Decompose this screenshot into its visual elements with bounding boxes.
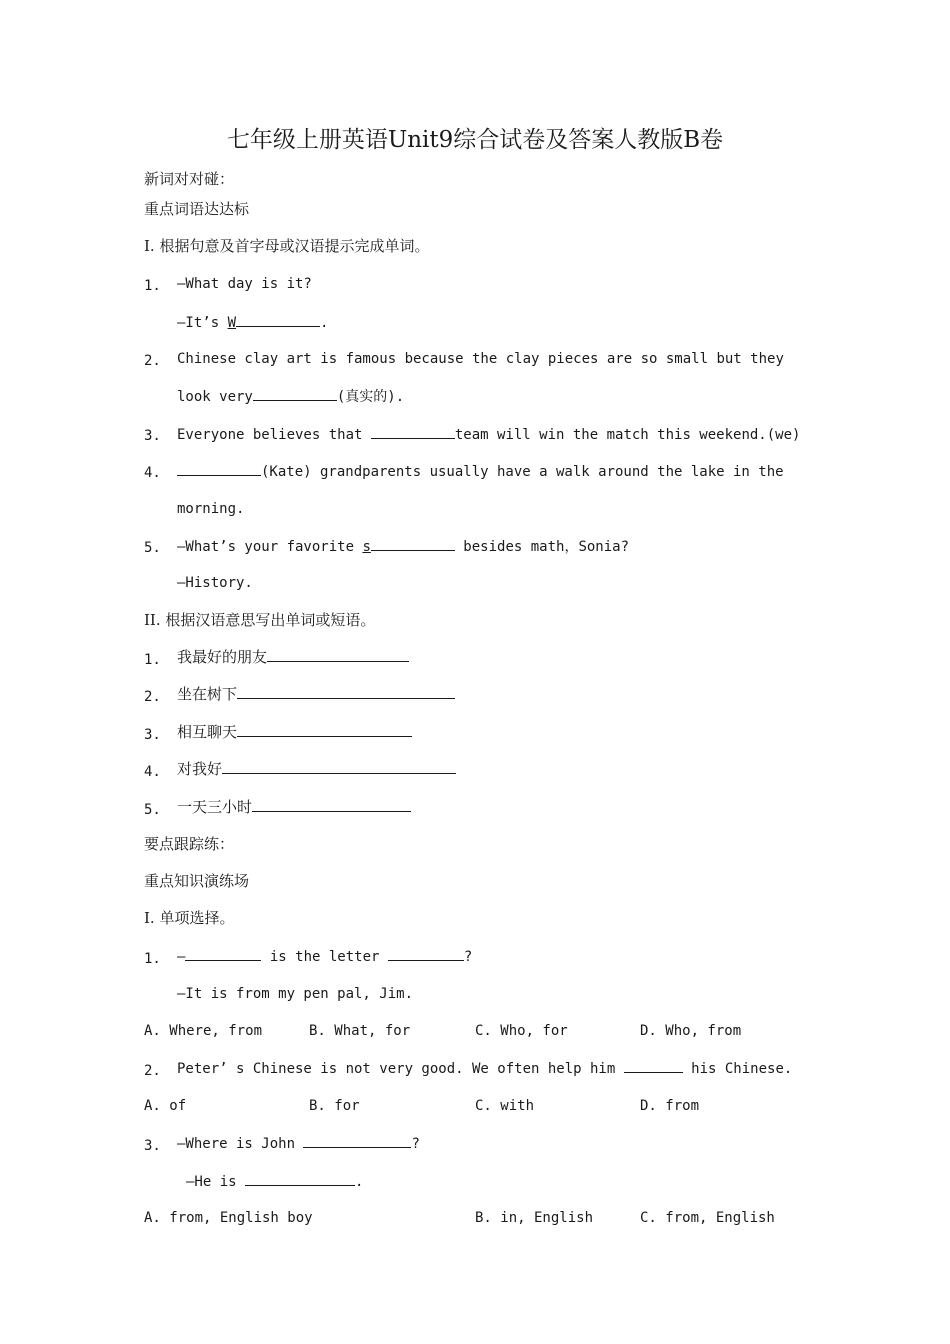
question-text-cont: [177, 386, 404, 407]
option-c[interactable]: C. Who, for: [475, 1023, 568, 1039]
hint-letter: s: [362, 539, 371, 555]
translation-item: [177, 797, 411, 817]
answer-blank[interactable]: [236, 312, 320, 327]
option-c[interactable]: C. with: [475, 1098, 535, 1114]
item-number: 5.: [144, 802, 161, 818]
text: Peter’ s Chinese is not very good. We often help him: [177, 1061, 624, 1077]
translation-item: [177, 722, 412, 742]
answer-blank[interactable]: [252, 797, 411, 812]
text: ?: [411, 1136, 420, 1152]
option-b[interactable]: B. What, for: [309, 1023, 411, 1039]
text: .: [320, 315, 329, 331]
item-number: 4.: [144, 764, 161, 780]
question-text: [177, 946, 472, 967]
option-d[interactable]: D. from: [640, 1098, 700, 1114]
answer-blank[interactable]: [624, 1058, 683, 1073]
text: 一天三小时: [177, 798, 253, 816]
text: 相互聊天: [177, 723, 238, 741]
item-number: 1.: [144, 652, 161, 668]
option-a[interactable]: A. Where, from: [144, 1023, 263, 1039]
question-number: 3.: [144, 428, 161, 444]
section-follow: 要点跟踪练：: [144, 835, 235, 853]
answer-blank[interactable]: [303, 1133, 411, 1148]
text: 对我好: [177, 760, 223, 778]
question-number: 2.: [144, 1063, 161, 1079]
text: —Where is John: [177, 1136, 304, 1152]
answer-blank[interactable]: [177, 461, 261, 476]
text: 我最好的朋友: [177, 648, 268, 666]
question-answer-line: [186, 1171, 363, 1192]
question-text: [177, 536, 629, 557]
part1-heading: I. 根据句意及首字母或汉语提示完成单词。: [144, 237, 430, 255]
text: besides math，Sonia?: [454, 539, 630, 555]
text: (真实的).: [336, 389, 405, 405]
item-number: 3.: [144, 727, 161, 743]
text: his Chinese.: [682, 1061, 793, 1077]
question-number: 4.: [144, 465, 161, 481]
question-text: [177, 1133, 420, 1154]
option-b[interactable]: B. in, English: [475, 1210, 594, 1226]
answer-blank[interactable]: [267, 647, 409, 662]
text: 坐在树下: [177, 685, 238, 703]
option-a[interactable]: A. of: [144, 1098, 187, 1114]
question-number: 1.: [144, 951, 161, 967]
text: Everyone believes that: [177, 427, 371, 443]
section-new-words: 新词对对碰：: [144, 170, 235, 188]
translation-item: [177, 684, 455, 704]
part2-heading: II. 根据汉语意思写出单词或短语。: [144, 611, 376, 629]
text: look very: [177, 389, 253, 405]
option-c[interactable]: C. from, English: [640, 1210, 775, 1226]
question-number: 1.: [144, 278, 161, 294]
question-text: [177, 461, 784, 482]
text: team will win the match this weekend.(we): [454, 427, 801, 443]
answer-blank[interactable]: [245, 1171, 355, 1186]
item-number: 2.: [144, 689, 161, 705]
question-text-cont: —It is from my pen pal, Jim.: [177, 986, 414, 1002]
question-number: 3.: [144, 1138, 161, 1154]
part3-heading: I. 单项选择。: [144, 909, 235, 927]
text: ?: [463, 949, 473, 965]
section-key-words: 重点词语达达标: [144, 200, 250, 218]
option-d[interactable]: D. Who, from: [640, 1023, 742, 1039]
question-text: [177, 1058, 792, 1079]
page-title: 七年级上册英语Unit9综合试卷及答案人教版B卷: [226, 127, 724, 153]
option-a[interactable]: A. from, English boy: [144, 1210, 313, 1226]
translation-item: [177, 759, 456, 779]
answer-blank[interactable]: [371, 536, 455, 551]
text: is the letter: [261, 949, 388, 965]
section-practice: 重点知识演练场: [144, 872, 250, 890]
answer-blank[interactable]: [237, 684, 455, 699]
hint-letter: W: [227, 315, 237, 331]
answer-blank[interactable]: [253, 386, 337, 401]
text: —He is: [186, 1174, 246, 1190]
answer-blank[interactable]: [222, 759, 456, 774]
text: —It’s: [177, 315, 228, 331]
question-answer-line: —History.: [177, 575, 253, 591]
question-text: Chinese clay art is famous because the clay pieces are so small but they: [177, 351, 784, 367]
text: .: [355, 1174, 364, 1190]
question-number: 2.: [144, 353, 161, 369]
option-b[interactable]: B. for: [309, 1098, 360, 1114]
question-number: 5.: [144, 540, 161, 556]
answer-blank[interactable]: [371, 424, 455, 439]
answer-blank[interactable]: [388, 946, 464, 961]
question-text: [177, 424, 800, 445]
text: —: [177, 949, 186, 965]
answer-blank[interactable]: [185, 946, 261, 961]
question-text-cont: morning.: [177, 501, 245, 517]
question-text: —What day is it?: [177, 276, 312, 292]
text: (Kate) grandparents usually have a walk around the lake in the: [261, 464, 784, 480]
text: —What’s your favorite: [177, 539, 363, 555]
answer-blank[interactable]: [237, 722, 412, 737]
translation-item: [177, 647, 409, 667]
question-answer-line: [177, 312, 328, 333]
